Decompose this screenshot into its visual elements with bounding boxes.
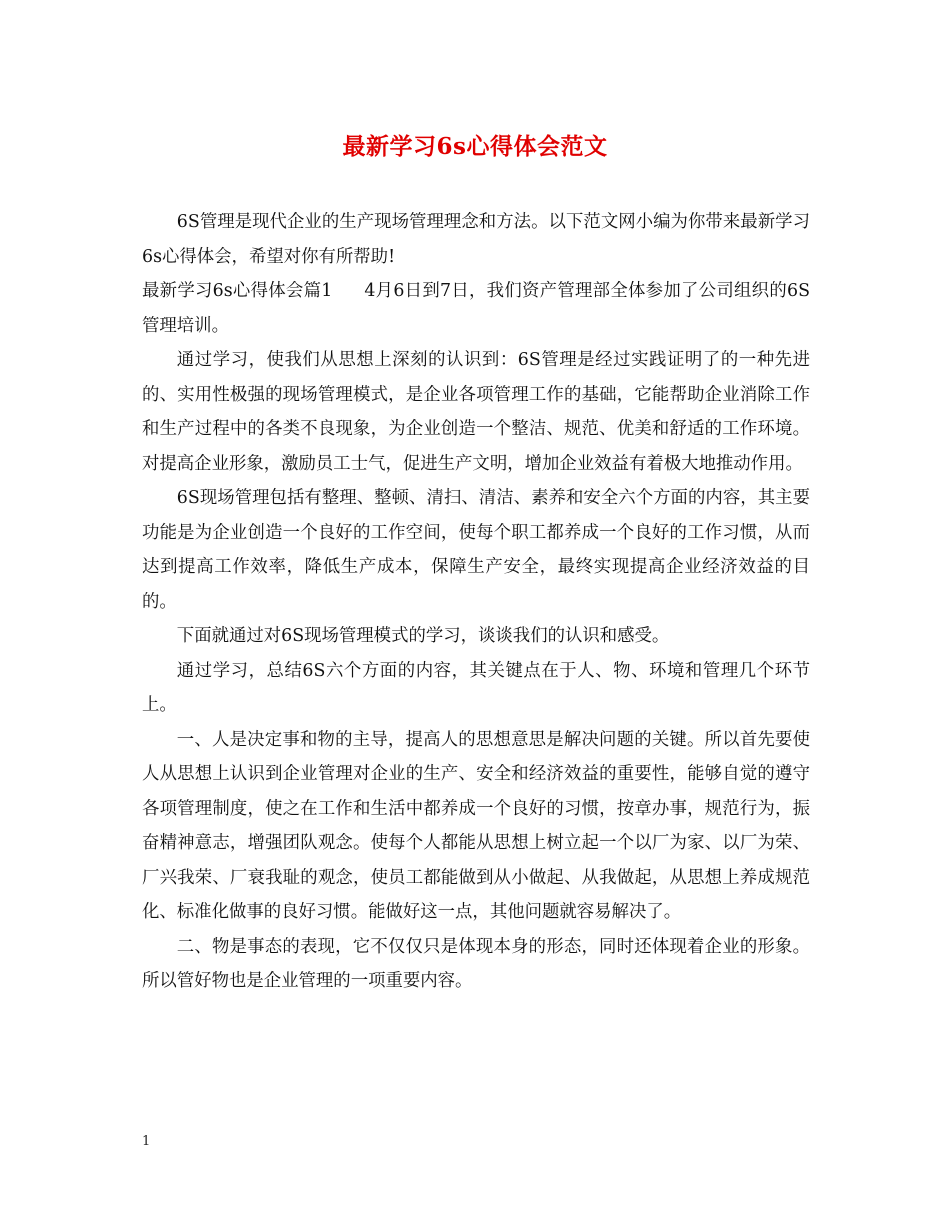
body-paragraph: 6S现场管理包括有整理、整顿、清扫、清洁、素养和安全六个方面的内容，其主要功能是为企业创造一个良好的工作空间，使每个职工都养成一个良好的工作习惯，从而达到提高工作效率，降低生产成本，保障生产安全，最终实现提高企业经济效益的目的。 [142, 488, 810, 612]
document-title: 最新学习6s心得体会范文 [342, 133, 608, 160]
body-paragraph: 通过学习，使我们从思想上深刻的认识到：6S管理是经过实践证明了的一种先进的、实用性极强的现场管理模式，是企业各项管理工作的基础，它能帮助企业消除工作和生产过程中的各类不良现象，为企业创造一个整洁、规范、优美和舒适的工作环境。对提高企业形象，激励员工士气，促进生产文明，增加企业效益有着极大地推动作用。 [142, 350, 810, 474]
document-body [142, 205, 810, 999]
intro-paragraph: 6S管理是现代企业的生产现场管理理念和方法。以下范文网小编为你带来最新学习6s心得体会，希望对你有所帮助! [142, 212, 810, 267]
section-heading: 最新学习6s心得体会篇1 [142, 281, 333, 301]
section-heading-line [142, 274, 810, 343]
body-paragraph: 二、物是事态的表现，它不仅仅只是体现本身的形态，同时还体现着企业的形象。所以管好物也是企业管理的一项重要内容。 [142, 936, 810, 991]
page-number: 1 [142, 1134, 151, 1149]
body-paragraph: 下面就通过对6S现场管理模式的学习，谈谈我们的认识和感受。 [176, 626, 670, 646]
body-paragraph: 一、人是决定事和物的主导，提高人的思想意思是解决问题的关键。所以首先要使人从思想上认识到企业管理对企业的生产、安全和经济效益的重要性，能够自觉的遵守各项管理制度，使之在工作和生活中都养成一个良好的习惯，按章办事，规范行为，振奋精神意志，增强团队观念。使每个人都能从思想上树立起一个以厂为家、以厂为荣、厂兴我荣、厂衰我耻的观念，使员工都能做到从小做起、从我做起，从思想上养成规范化、标准化做事的良好习惯。能做好这一点，其他问题就容易解决了。 [142, 729, 810, 922]
body-paragraph: 通过学习，总结6S六个方面的内容，其关键点在于人、物、环境和管理几个环节上。 [142, 660, 810, 715]
section-intro: 4月6日到7日，我们资产管理部全体参加了公司组织的6S管理培训。 [142, 281, 810, 336]
